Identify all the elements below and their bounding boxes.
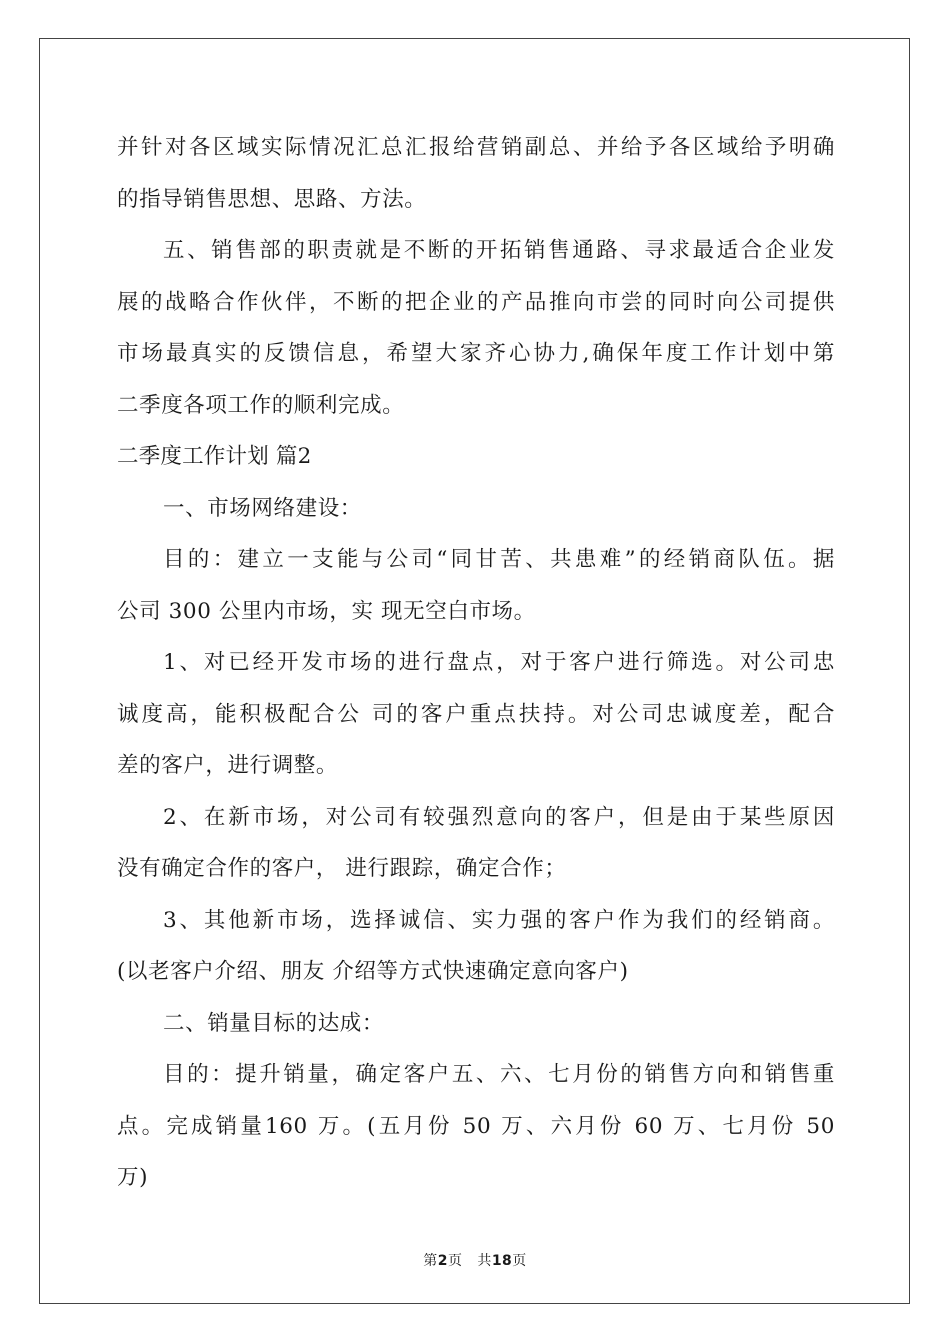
- paragraph-line: 二季度各项工作的顺利完成。: [117, 392, 405, 418]
- paragraph-line: (以老客户介绍、朋友 介绍等方式快速确定意向客户): [117, 959, 629, 984]
- section-heading: 一、市场网络建设：: [163, 495, 362, 521]
- paragraph-line: 3、其他新市场，选择诚信、实力强的客户作为我们的经销商。: [163, 907, 835, 933]
- paragraph-line: 展的战略合作伙伴，不断的把企业的产品推向市尝的同时向公司提供: [117, 289, 835, 315]
- paragraph-line: 点。完成销量160 万。(五月份 50 万、六月份 60 万、七月份 50: [117, 1113, 835, 1139]
- footer-prefix: 第: [423, 1253, 438, 1269]
- page-footer: [0, 1250, 950, 1270]
- paragraph-line: 市场最真实的反馈信息，希望大家齐心协力,确保年度工作计划中第: [117, 341, 835, 366]
- paragraph-line: 五、销售部的职责就是不断的开拓销售通路、寻求最适合企业发: [163, 238, 835, 263]
- paragraph-line: 目的：建立一支能与公司“同甘苦、共患难”的经销商队伍。据: [163, 547, 835, 572]
- paragraph-line: 万): [117, 1165, 149, 1190]
- paragraph-line: 诚度高，能积极配合公 司的客户重点扶持。对公司忠诚度差，配合: [117, 701, 835, 727]
- paragraph-line: 目的：提升销量，确定客户五、六、七月份的销售方向和销售重: [163, 1062, 835, 1087]
- section-title: 二季度工作计划 篇2: [117, 444, 312, 469]
- footer-total-prefix: 共: [477, 1253, 492, 1269]
- paragraph-line: 的指导销售思想、思路、方法。: [117, 186, 427, 212]
- paragraph-line: 1、对已经开发市场的进行盘点，对于客户进行筛选。对公司忠: [163, 650, 835, 675]
- footer-page-suffix: 页: [447, 1253, 463, 1269]
- paragraph-line: 2、在新市场，对公司有较强烈意向的客户，但是由于某些原因: [163, 804, 835, 830]
- paragraph-line: 公司 300 公里内市场，实 现无空白市场。: [117, 598, 536, 624]
- document-body: [117, 126, 835, 1208]
- paragraph-line: 差的客户，进行调整。: [117, 753, 339, 778]
- footer-total-pages: 18: [491, 1253, 513, 1269]
- section-heading: 二、销量目标的达成：: [163, 1010, 385, 1036]
- footer-page-number: 2: [437, 1253, 448, 1269]
- footer-total-suffix: 页: [512, 1253, 527, 1269]
- paragraph-line: 没有确定合作的客户， 进行跟踪，确定合作；: [117, 856, 567, 881]
- paragraph-line: 并针对各区域实际情况汇总汇报给营销副总、并给予各区域给予明确: [117, 135, 835, 160]
